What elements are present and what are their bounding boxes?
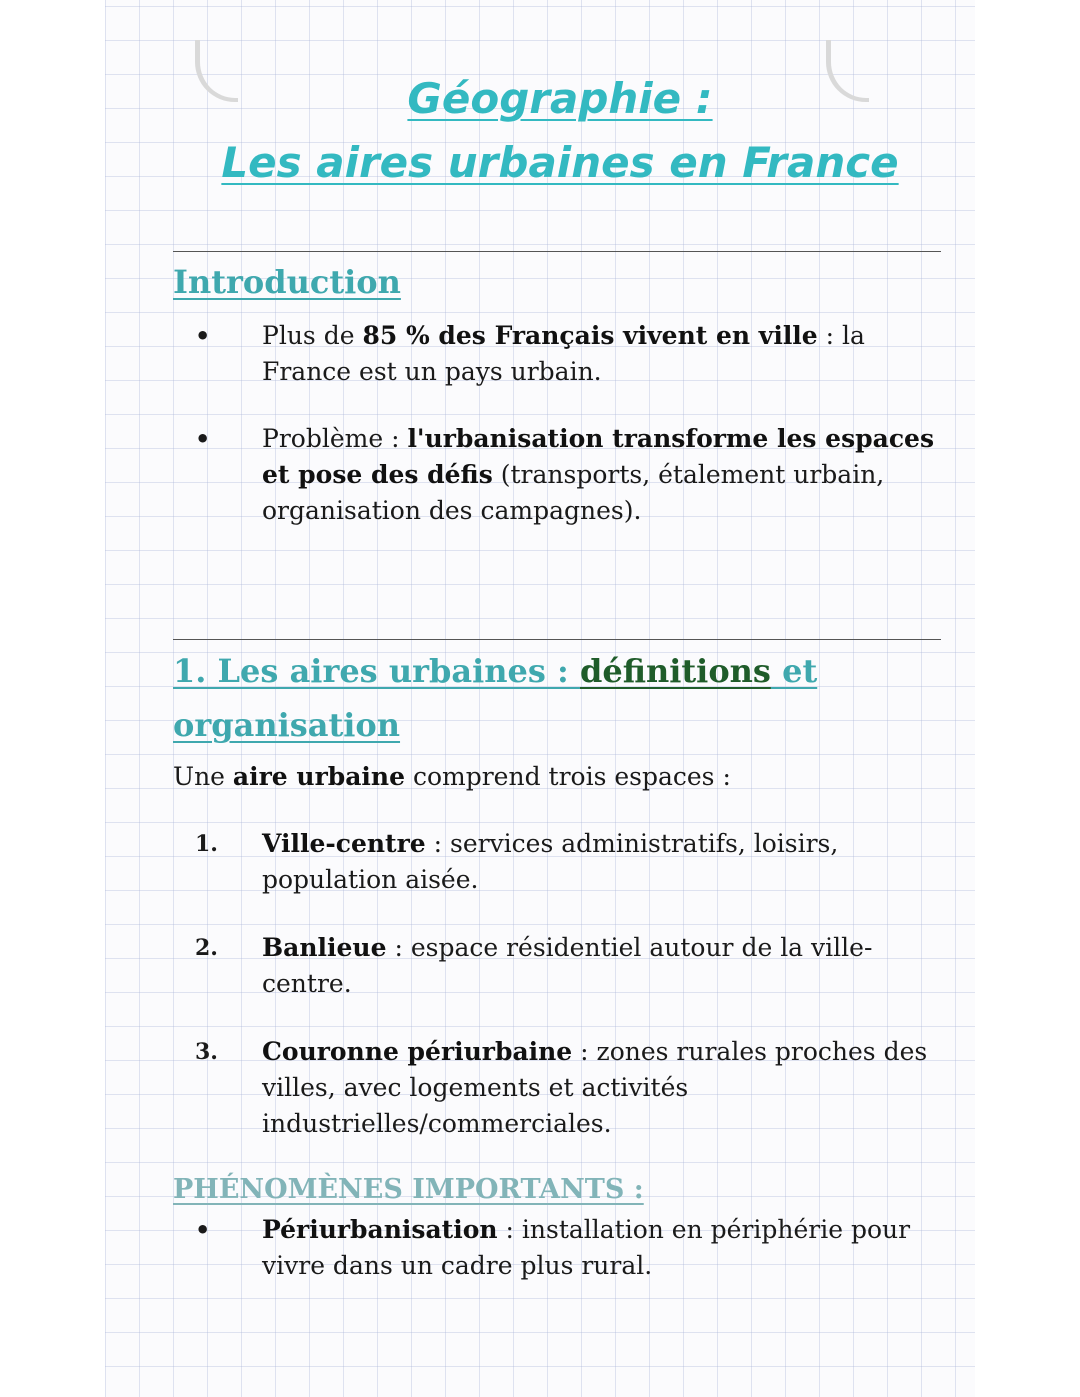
list-item-text <box>262 930 942 1002</box>
lead-post: comprend trois espaces : <box>405 762 731 791</box>
section-1-heading-part-c: et <box>770 652 818 690</box>
divider-rule-2 <box>173 639 941 640</box>
list-number: 3. <box>195 1039 218 1065</box>
lead-bold: aire urbaine <box>232 762 406 791</box>
intro-bullet-2-post: (transports, étalement urbain, organisation des campagnes). <box>262 460 885 525</box>
divider-rule-1 <box>173 251 941 252</box>
intro-bullet-2-pre: Problème : <box>262 424 408 453</box>
list-item-term: Banlieue <box>262 933 387 962</box>
phenomena-bullet-text <box>262 1212 942 1284</box>
title-line-1: Géographie : <box>407 74 713 123</box>
phenomena-heading: PHÉNOMÈNES IMPORTANTS : <box>173 1174 644 1205</box>
section-1-heading-part-a: 1. Les aires urbaines : <box>173 652 580 690</box>
phenomena-description: : installation en périphérie pour vivre dans un cadre plus rural. <box>262 1215 911 1280</box>
list-item-description: : espace résidentiel autour de la ville-centre. <box>262 933 873 998</box>
intro-bullet-1-bold: 85 % des Français vivent en ville <box>362 321 818 350</box>
bullet-marker: • <box>195 425 211 453</box>
list-item-term: Couronne périurbaine <box>262 1037 573 1066</box>
intro-heading: Introduction <box>173 263 401 301</box>
intro-bullet-1-text <box>262 318 942 390</box>
phenomena-term: Périurbanisation <box>262 1215 498 1244</box>
bullet-marker: • <box>195 1216 211 1244</box>
section-1-lead <box>173 761 731 794</box>
bullet-marker: • <box>195 322 211 350</box>
list-item-text <box>262 1034 942 1142</box>
list-item-text <box>262 826 942 898</box>
intro-bullet-2-text <box>262 421 942 529</box>
intro-bullet-1-post: : la France est un pays urbain. <box>262 321 865 386</box>
list-item-description: : zones rurales proches des villes, avec logements et activités industrielles/commerciales. <box>262 1037 928 1138</box>
list-number: 2. <box>195 935 218 961</box>
intro-bullet-1-pre: Plus de <box>262 321 363 350</box>
list-item-term: Ville-centre <box>262 829 426 858</box>
title-line-2: Les aires urbaines en France <box>221 138 899 187</box>
section-1-heading <box>173 644 933 752</box>
lead-pre: Une <box>173 762 233 791</box>
section-1-heading-definitions: définitions <box>579 652 771 690</box>
intro-bullet-2-bold: l'urbanisation transforme les espaces et pose des défis <box>262 424 935 489</box>
list-item-description: : services administratifs, loisirs, population aisée. <box>262 829 839 894</box>
list-number: 1. <box>195 831 218 857</box>
section-1-heading-organisation: organisation <box>173 706 401 744</box>
